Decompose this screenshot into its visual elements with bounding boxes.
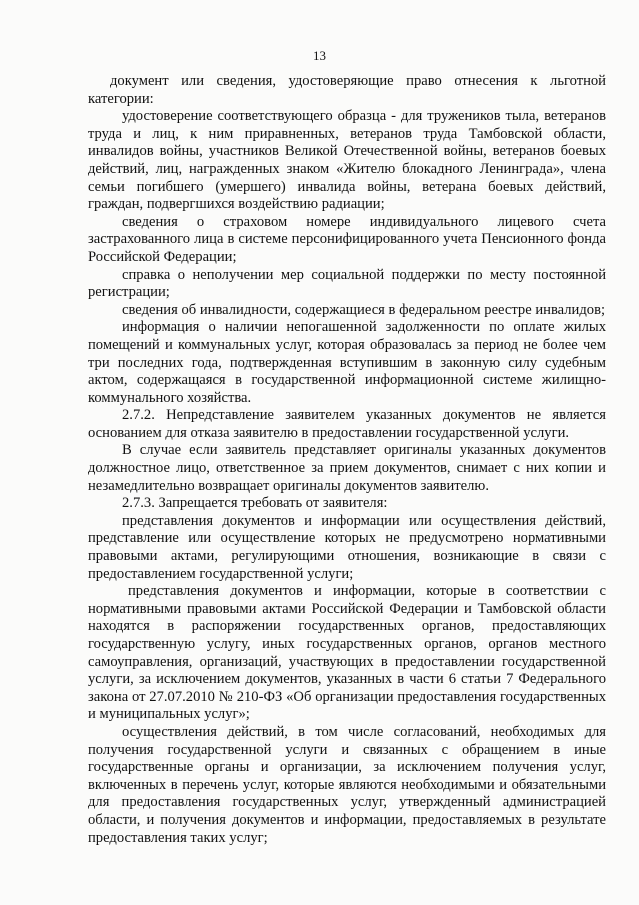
body-text [88, 73, 606, 847]
page-number: 13 [313, 48, 326, 63]
paragraph-2: удостоверение соответствующего образца - для тружеников тыла, ветеранов труда и лиц, к ним приравненных, ветеранов труда Тамбовской области, инвалидов войны, участников Великой Отечественной войны, ветеранов боевых действий, лиц, награжденных знаком «Жителю блокадного Ленинграда», члена семьи погибшего (умершего) инвалида войны, ветерана боевых действий, граждан, подвергшихся воздействию радиации; [88, 108, 606, 213]
paragraph-6: информация о наличии непогашенной задолженности по оплате жилых помещений и коммунальных услуг, которая образовалась за период не более чем три последних года, подтвержденная вступившим в законную силу судебным актом, содержащаяся в государственной информационной системе жилищно-коммунального хозяйства. [88, 319, 606, 406]
paragraph-5: сведения об инвалидности, содержащиеся в федеральном реестре инвалидов; [122, 301, 606, 318]
paragraph-1: документ или сведения, удостоверяющие право отнесения к льготной категории: [88, 73, 606, 107]
paragraph-8: В случае если заявитель представляет оригиналы указанных документов должностное лицо, ответственное за прием документов, снимает с них копии и незамедлительно возвращает оригиналы документов заявителю. [88, 442, 606, 494]
paragraph-9: 2.7.3. Запрещается требовать от заявителя: [122, 495, 388, 512]
paragraph-11: представления документов и информации, которые в соответствии с нормативными правовыми актами Российской Федерации и Тамбовской области находятся в распоряжении государственных органов, предоставляющих государственную услугу, иных государственных органов, органов местного самоуправления, организаций, участвующих в предоставлении государственной услуги, за исключением документов, указанных в части 6 статьи 7 Федерального закона от 27.07.2010 № 210-ФЗ «Об организации предоставления государственных и муниципальных услуг»; [88, 583, 606, 723]
paragraph-7: 2.7.2. Непредставление заявителем указанных документов не является основанием для отказа заявителю в предоставлении государственной услуги. [88, 407, 606, 441]
paragraph-3: сведения о страховом номере индивидуального лицевого счета застрахованного лица в системе персонифицированного учета Пенсионного фонда Российской Федерации; [88, 213, 606, 265]
paragraph-12: осуществления действий, в том числе согласований, необходимых для получения государственной услуги и связанных с обращением в иные государственные органы и организации, за исключением получения услуг, включенных в перечень услуг, которые являются необходимыми и обязательными для предоставления государственных услуг, утвержденный администрацией области, и получения документов и информации, предоставляемых в результате предоставления таких услуг; [88, 723, 606, 846]
paragraph-10: представления документов и информации или осуществления действий, представление или осуществление которых не предусмотрено нормативными правовыми актами, регулирующими отношения, возникающие в связи с предоставлением государственной услуги; [88, 512, 606, 582]
paragraph-4: справка о неполучении мер социальной поддержки по месту постоянной регистрации; [88, 266, 606, 301]
